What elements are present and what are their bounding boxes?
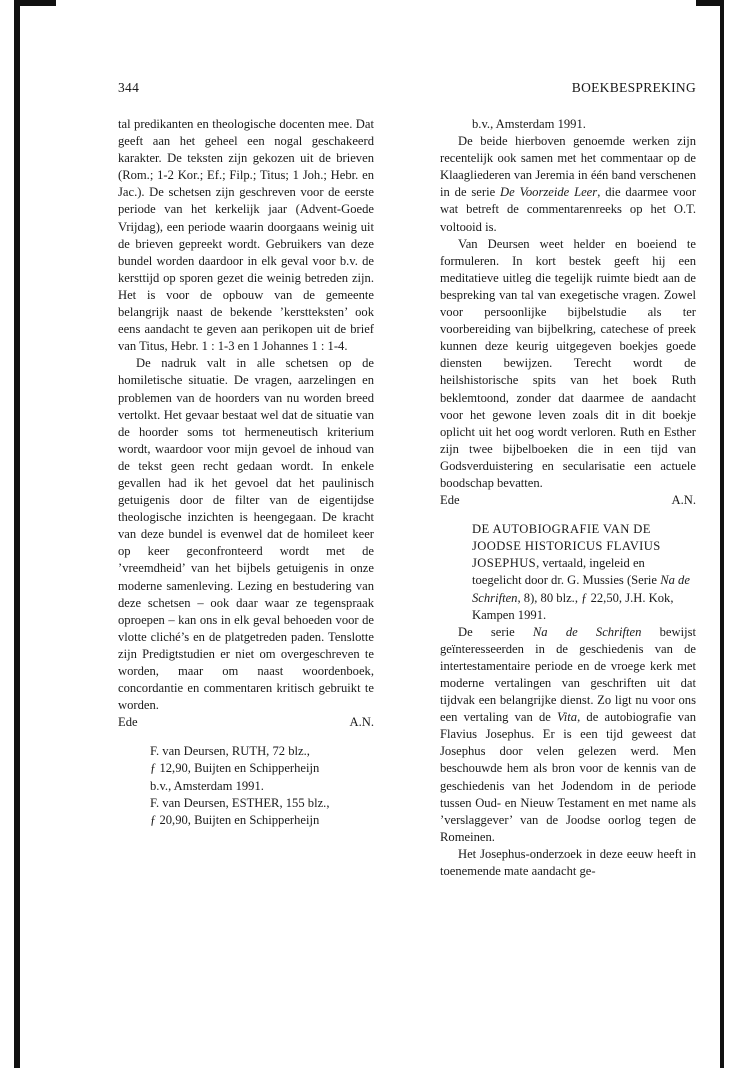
bibliographic-entry-esther (118, 795, 374, 829)
paragraph: tal predikanten en theologische docenten mee. Dat geeft aan het geheel een nogal geschakeerd karakter. De teksten zijn gekozen uit de brieven (Rom.; 1-2 Kor.; Ef.; Filp.; Titus; 1 Joh.; Hebr. en Jac.). De schetsen zijn geschreven voor de eerste periode van het kerkelijk jaar (Advent-Goede Vrijdag), een periode waarin doorgaans weinig uit de brieven gepreekt wordt. Gebruikers van deze bundel worden daardoor in elk geval voor b.v. de kersttijd op sporen gezet die weinig betreden zijn. Het is voor de opbouw van de gemeente belangrijk naast de bekende ’kerstteksten’ ook eens aandacht te geven aan perikopen uit de brief van Titus, Hebr. 1 : 1-3 en 1 Johannes 1 : 1-4. (118, 117, 374, 354)
page-number: 344 (118, 80, 140, 95)
review-heading: DE AUTOBIOGRAFIE VAN DE JOODSE HISTORICUS FLAVIUS JOSEPHUS, vertaald, ingeleid en toegelicht door dr. G. Mussies (Serie Na de Schriften, 8), 80 blz., ƒ 22,50, J.H. Kok, Kampen 1991. (472, 522, 690, 622)
review-signature (118, 714, 374, 731)
series-title: Na de Schriften (532, 624, 642, 639)
running-title: BOEKBESPREKING (571, 80, 696, 95)
paragraph: De nadruk valt in alle schetsen op de homiletische situatie. De vragen, aarzelingen en problemen van de hoorders van nu worden breed vertolkt. Het gevaar bestaat wel dat de situatie van de hoorder soms tot hermeneutisch kriterium wordt, waardoor voor mijn gevoel de inhoud van de tekst geen recht gedaan wordt. In enkele gevallen had ik het gevoel dat het paulinisch getuigenis door de filter van de eigentijdse theologische inzichten is heengegaan. De kracht van deze bundel is evenwel dat de homileet keer op keer geconfronteerd wordt met de ’vreemdheid’ van het bijbels getuigenis in onze moderne samenleving. Lezing en bestudering van deze schetsen – ook daar waar ze tegenspraak oproepen – kan ons in elk geval behoeden voor de vlotte cliché’s en de platgetreden paden. Tenslotte zijn Predigtstudien er niet om overgeschreven te worden, maar om naast woordenboek, concordantie en commentaren kritisch gebruikt te worden. (118, 356, 374, 713)
left-column (118, 116, 374, 829)
scan-border-left (14, 0, 20, 1068)
bib-line: ƒ 12,90, Buijten en Schipperheijn (150, 761, 320, 776)
signature-initials: A.N. (671, 493, 696, 508)
paragraph: De serie Na de Schriften bewijst geïnteresseerden in de geschiedenis van de intertestamentaire periode en de vroege kerk met moderne vertalingen van geschriften uit dat tijdvak een belangrijke dienst. Zo ligt nu voor ons een vertaling van de Vita, de autobiografie van Flavius Josephus. Er is een tijd geweest dat Josephus door velen gelezen werd. Men beschouwde hem als bron voor de kennis van de geschiedenis van het Jodendom in de periode tussen Oud- en Nieuw Testament en met name als ’verslaggever’ van de Joodse oorlog tegen de Romeinen. (440, 624, 697, 844)
bib-line: ƒ 20,90, Buijten en Schipperheijn (150, 812, 320, 827)
bib-continuation: b.v., Amsterdam 1991. (472, 117, 586, 131)
paragraph: De beide hierboven genoemde werken zijn recentelijk ook samen met het commentaar op de Klaagliederen van Jeremia in één band verschenen in de serie De Voorzeide Leer, die daarmee voor wat betreft de commentarenreeks op het O.T. voltooid is. (440, 134, 697, 234)
scan-border-right (720, 0, 724, 1068)
series-title: De Voorzeide Leer (500, 185, 598, 200)
signature-place: Ede (440, 493, 460, 508)
work-title: Vita (557, 710, 578, 725)
right-column (440, 116, 696, 880)
paragraph: Van Deursen weet helder en boeiend te formuleren. In kort bestek geeft hij een meditatieve uitleg die tegelijk ruimte biedt aan de bespreking van tal van exegetische vragen. Zowel voor persoonlijke bijbelstudie als ter voorbereiding van bijbelkring, catechese of preek kunnen deze keurig uitgegeven boekjes goede diensten bewijzen. Terecht wordt de heilshistorische spits van het boek Ruth beklemtoond, zonder dat daarmee de aandacht voor het gewone leven zoals dit in dit boekje oplicht uit het oog wordt verloren. Ruth en Esther zijn twee bijbelboeken die in een tijd van Godsverduistering en secularisatie een actuele boodschap bevatten. (440, 236, 696, 490)
bib-line: F. van Deursen, ESTHER, 155 blz., (150, 795, 330, 810)
review-signature (440, 492, 696, 509)
signature-initials: A.N. (349, 715, 374, 730)
series-title: Na de Schriften (472, 573, 690, 605)
paragraph: Het Josephus-onderzoek in deze eeuw heeft in toenemende mate aandacht ge- (440, 846, 696, 879)
bib-line: b.v., Amsterdam 1991. (150, 778, 264, 793)
book-page (56, 0, 696, 1068)
bib-line: F. van Deursen, RUTH, 72 blz., (150, 744, 310, 759)
bibliographic-entry-ruth (118, 743, 374, 794)
book-title: DE AUTOBIOGRAFIE VAN DE JOODSE HISTORICUS FLAVIUS JOSEPHUS (472, 522, 661, 571)
signature-place: Ede (118, 715, 138, 730)
